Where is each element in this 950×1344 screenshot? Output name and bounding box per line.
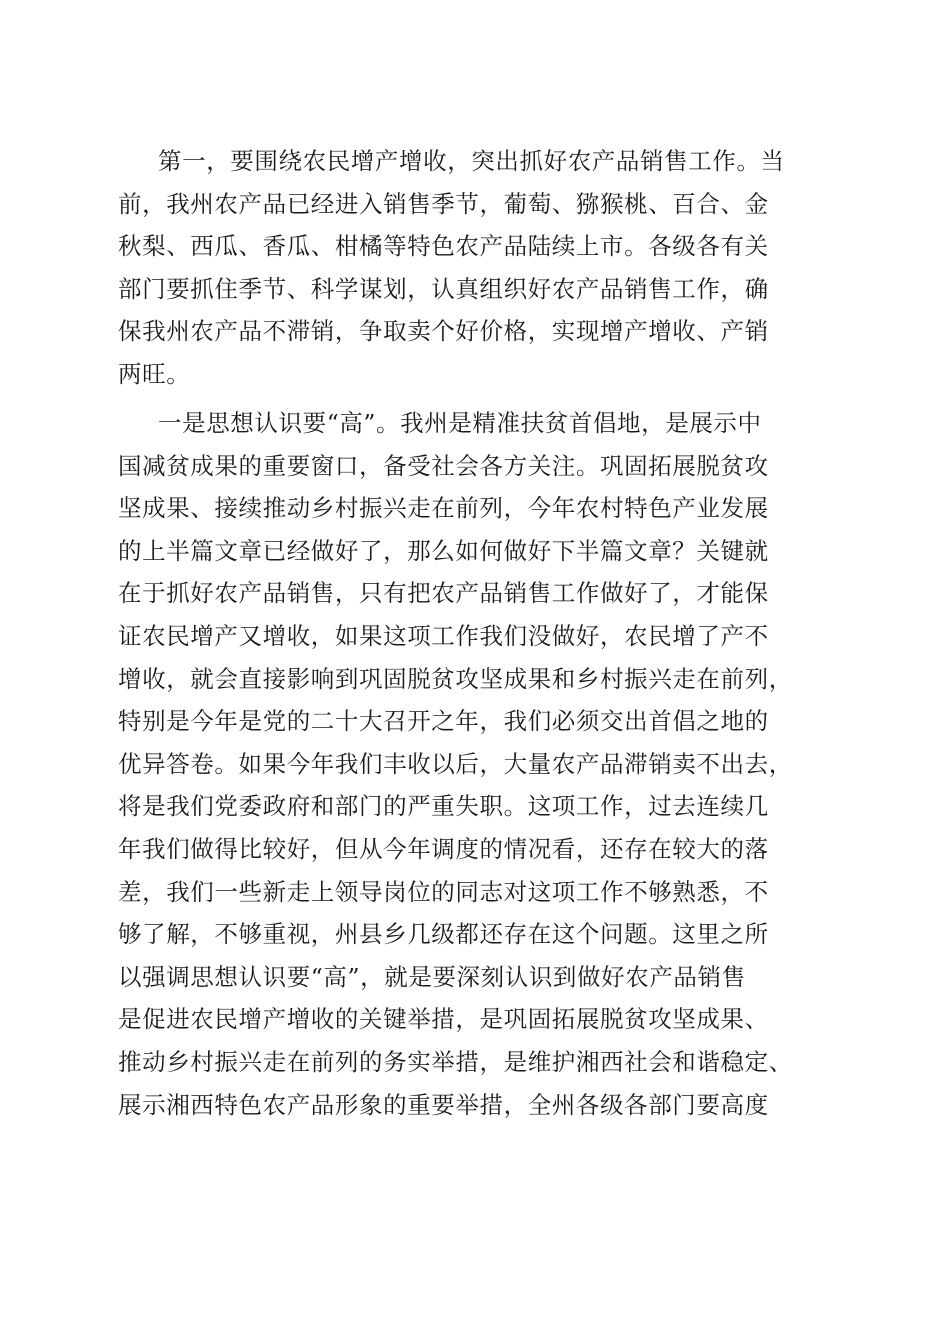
text-line: 优异答卷。如果今年我们丰收以后，大量农产品滞销卖不出去， (118, 749, 793, 778)
text-line: 年我们做得比较好，但从今年调度的情况看，还存在较大的落 (118, 834, 769, 863)
text-line: 够了解，不够重视，州县乡几级都还存在这个问题。这里之所 (118, 920, 769, 949)
text-line: 部门要抓住季节、科学谋划，认真组织好农产品销售工作，确 (118, 274, 769, 303)
paragraph-thinking-high (118, 402, 838, 1126)
text-line: 在于抓好农产品销售，只有把农产品销售工作做好了，才能保 (118, 579, 769, 608)
text-line: 坚成果、接续推动乡村振兴走在前列，今年农村特色产业发展 (118, 494, 769, 523)
text-line: 特别是今年是党的二十大召开之年，我们必须交出首倡之地的 (118, 707, 769, 736)
paragraph-first-point (118, 140, 838, 396)
text-line: 前，我州农产品已经进入销售季节，葡萄、猕猴桃、百合、金 (118, 189, 769, 218)
text-line: 增收，就会直接影响到巩固脱贫攻坚成果和乡村振兴走在前列， (118, 664, 793, 693)
text-line: 两旺。 (118, 359, 191, 388)
text-line: 第一，要围绕农民增产增收，突出抓好农产品销售工作。当 (158, 147, 785, 175)
text-line: 国减贫成果的重要窗口，备受社会各方关注。巩固拓展脱贫攻 (118, 451, 769, 480)
text-line: 秋梨、西瓜、香瓜、柑橘等特色农产品陆续上市。各级各有关 (118, 232, 769, 261)
text-line: 展示湘西特色农产品形象的重要举措，全州各级各部门要高度 (118, 1090, 769, 1119)
text-line: 将是我们党委政府和部门的严重失职。这项工作，过去连续几 (118, 792, 769, 821)
text-line: 是促进农民增产增收的关键举措，是巩固拓展脱贫攻坚成果、 (118, 1005, 769, 1034)
text-line: 的上半篇文章已经做好了，那么如何做好下半篇文章？关键就 (118, 536, 769, 565)
text-line: 保我州农产品不滞销，争取卖个好价格，实现增产增收、产销 (118, 317, 769, 346)
text-line: 证农民增产又增收，如果这项工作我们没做好，农民增了产不 (118, 621, 769, 650)
text-line: 差，我们一些新走上领导岗位的同志对这项工作不够熟悉，不 (118, 877, 769, 906)
text-line: 推动乡村振兴走在前列的务实举措，是维护湘西社会和谐稳定、 (118, 1047, 793, 1076)
text-line: 一是思想认识要“高”。我州是精准扶贫首倡地，是展示中 (158, 409, 762, 437)
text-line: 以强调思想认识要“高”，就是要深刻认识到做好农产品销售 (118, 962, 746, 991)
